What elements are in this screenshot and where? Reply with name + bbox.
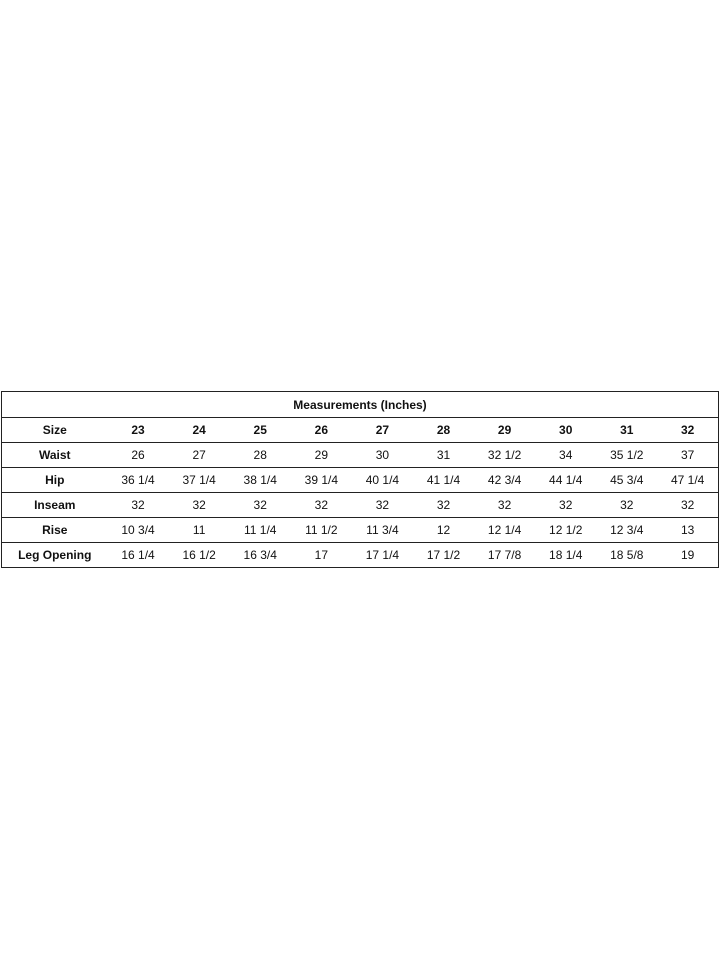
table-cell: 17 7/8 bbox=[474, 543, 535, 568]
row-label: Leg Opening bbox=[2, 543, 108, 568]
size-header-row bbox=[2, 418, 719, 443]
table-cell: 13 bbox=[657, 518, 718, 543]
table-head bbox=[2, 392, 719, 443]
table-cell: 30 bbox=[352, 443, 413, 468]
table-title: Measurements (Inches) bbox=[2, 392, 719, 418]
size-column-header: 32 bbox=[657, 418, 718, 443]
size-column-header: 23 bbox=[108, 418, 169, 443]
table-cell: 29 bbox=[291, 443, 352, 468]
table-cell: 11 bbox=[169, 518, 230, 543]
table-body bbox=[2, 443, 719, 568]
table-cell: 19 bbox=[657, 543, 718, 568]
table-cell: 44 1/4 bbox=[535, 468, 596, 493]
row-label: Rise bbox=[2, 518, 108, 543]
table-cell: 32 bbox=[169, 493, 230, 518]
table-row-hip bbox=[2, 468, 719, 493]
table-cell: 32 bbox=[352, 493, 413, 518]
table-cell: 32 bbox=[474, 493, 535, 518]
table-cell: 32 bbox=[108, 493, 169, 518]
size-column-header: 26 bbox=[291, 418, 352, 443]
table-cell: 11 1/2 bbox=[291, 518, 352, 543]
size-column-header: 27 bbox=[352, 418, 413, 443]
size-header-label: Size bbox=[2, 418, 108, 443]
table-cell: 41 1/4 bbox=[413, 468, 474, 493]
table-cell: 16 1/4 bbox=[108, 543, 169, 568]
row-label: Hip bbox=[2, 468, 108, 493]
table-cell: 32 bbox=[291, 493, 352, 518]
table-cell: 12 1/4 bbox=[474, 518, 535, 543]
table-cell: 35 1/2 bbox=[596, 443, 657, 468]
title-row bbox=[2, 392, 719, 418]
table-cell: 37 1/4 bbox=[169, 468, 230, 493]
table-cell: 34 bbox=[535, 443, 596, 468]
table-cell: 17 1/2 bbox=[413, 543, 474, 568]
size-column-header: 24 bbox=[169, 418, 230, 443]
table-cell: 27 bbox=[169, 443, 230, 468]
table-cell: 39 1/4 bbox=[291, 468, 352, 493]
row-label: Waist bbox=[2, 443, 108, 468]
table-cell: 32 1/2 bbox=[474, 443, 535, 468]
table-cell: 18 5/8 bbox=[596, 543, 657, 568]
table-cell: 36 1/4 bbox=[108, 468, 169, 493]
table-cell: 16 1/2 bbox=[169, 543, 230, 568]
table-cell: 40 1/4 bbox=[352, 468, 413, 493]
table-cell: 38 1/4 bbox=[230, 468, 291, 493]
size-column-header: 31 bbox=[596, 418, 657, 443]
table-cell: 12 bbox=[413, 518, 474, 543]
size-column-header: 25 bbox=[230, 418, 291, 443]
table-cell: 32 bbox=[596, 493, 657, 518]
table-row-inseam bbox=[2, 493, 719, 518]
size-column-header: 30 bbox=[535, 418, 596, 443]
table-cell: 32 bbox=[535, 493, 596, 518]
table-cell: 37 bbox=[657, 443, 718, 468]
table-cell: 28 bbox=[230, 443, 291, 468]
table-cell: 32 bbox=[230, 493, 291, 518]
table-cell: 11 3/4 bbox=[352, 518, 413, 543]
table-cell: 16 3/4 bbox=[230, 543, 291, 568]
table-row-waist bbox=[2, 443, 719, 468]
table-cell: 18 1/4 bbox=[535, 543, 596, 568]
table-cell: 31 bbox=[413, 443, 474, 468]
table-cell: 47 1/4 bbox=[657, 468, 718, 493]
row-label: Inseam bbox=[2, 493, 108, 518]
table-cell: 10 3/4 bbox=[108, 518, 169, 543]
size-chart-table bbox=[1, 391, 719, 568]
table-cell: 45 3/4 bbox=[596, 468, 657, 493]
table-cell: 17 1/4 bbox=[352, 543, 413, 568]
table-row-leg-opening bbox=[2, 543, 719, 568]
table-cell: 11 1/4 bbox=[230, 518, 291, 543]
size-column-header: 28 bbox=[413, 418, 474, 443]
table-cell: 12 1/2 bbox=[535, 518, 596, 543]
table-cell: 12 3/4 bbox=[596, 518, 657, 543]
table-cell: 42 3/4 bbox=[474, 468, 535, 493]
table-cell: 32 bbox=[413, 493, 474, 518]
table-cell: 17 bbox=[291, 543, 352, 568]
table-row-rise bbox=[2, 518, 719, 543]
table-cell: 26 bbox=[108, 443, 169, 468]
size-column-header: 29 bbox=[474, 418, 535, 443]
table-cell: 32 bbox=[657, 493, 718, 518]
